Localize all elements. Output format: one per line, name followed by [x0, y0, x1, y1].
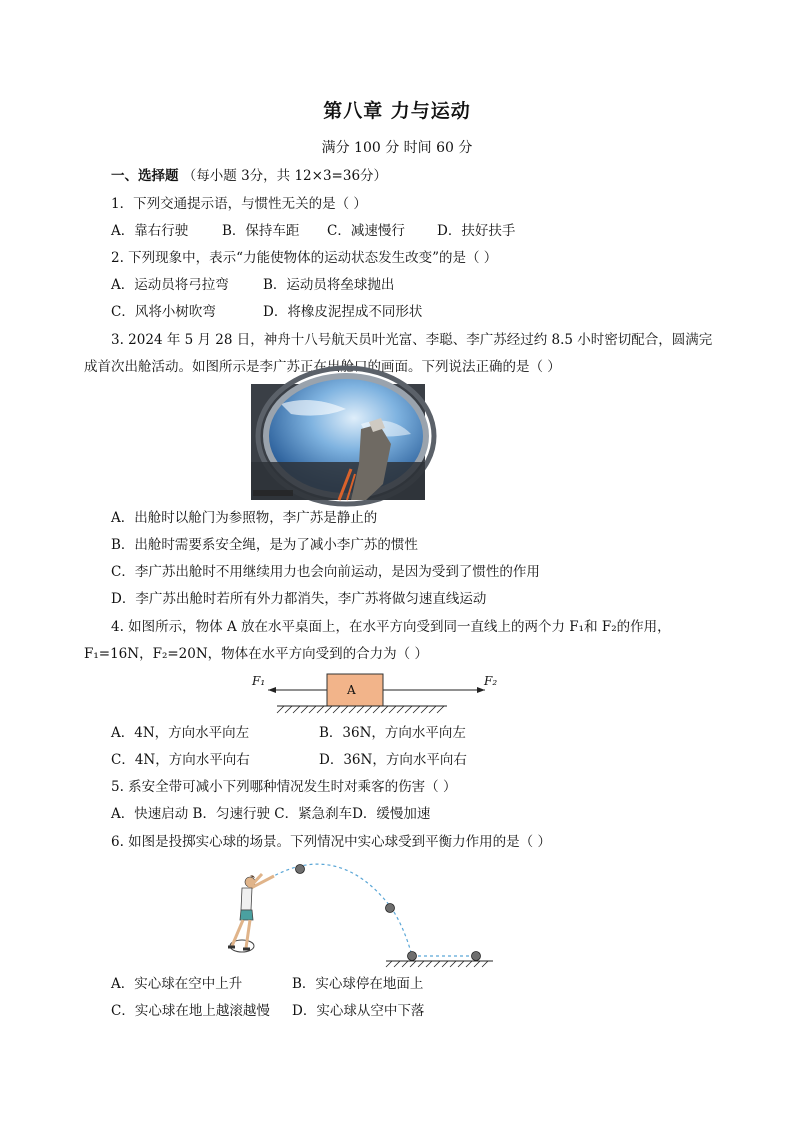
q4-option-d: D．36N，方向水平向右: [319, 752, 467, 768]
ball-4: [472, 952, 481, 961]
q2-option-a: A．运动员将弓拉弯: [111, 277, 229, 293]
q6-option-d: D．实心球从空中下落: [292, 1003, 425, 1019]
f2-label: F₂: [484, 674, 498, 688]
q1-option-d: D．扶好扶手: [437, 223, 516, 239]
q6-option-a: A．实心球在空中上升: [111, 976, 243, 992]
block-label: A: [347, 683, 356, 697]
q4-option-a: A．4N，方向水平向左: [111, 725, 250, 741]
f1-arrowhead: [268, 687, 276, 693]
q5-options: A．快速启动 B．匀速行驶 C．紧急刹车D．缓慢加速: [111, 806, 431, 822]
f1-label: F₁: [252, 674, 266, 688]
q2-option-b: B．运动员将垒球抛出: [263, 277, 395, 293]
hatch-photo: [251, 384, 425, 500]
q2-option-d: D．将橡皮泥捏成不同形状: [263, 304, 423, 320]
q4-stem-line1: 4. 如图所示，物体 A 放在水平桌面上，在水平方向受到同一直线上的两个力 F₁和 F₂的作用，: [111, 619, 671, 635]
force-diagram: [250, 670, 510, 716]
q3-option-b: B．出舱时需要系安全绳，是为了减小李广苏的惯性: [111, 537, 418, 553]
page-subtitle: 满分 100 分 时间 60 分: [321, 140, 473, 156]
q1-option-c: C．减速慢行: [327, 223, 405, 239]
q3-option-a: A．出舱时以舱门为参照物，李广苏是静止的: [111, 510, 378, 526]
q6-stem: 6. 如图是投掷实心球的场景。下列情况中实心球受到平衡力作用的是（ ）: [111, 834, 551, 850]
athlete: [228, 874, 274, 952]
q1-stem: 1．下列交通提示语，与惯性无关的是（ ）: [111, 196, 367, 212]
shotput-figure: [218, 858, 498, 968]
q4-option-c: C．4N，方向水平向右: [111, 752, 250, 768]
section-title: 一、选择题: [111, 168, 179, 184]
q6-option-c: C．实心球在地上越滚越慢: [111, 1003, 270, 1019]
ball-1: [296, 865, 305, 874]
section-note: （每小题 3分，共 12×3=36分）: [182, 168, 388, 184]
page-title: 第八章 力与运动: [323, 100, 471, 122]
ball-3: [408, 952, 417, 961]
q1-option-b: B．保持车距: [222, 223, 300, 239]
q3-stem-line1: 3. 2024 年 5 月 28 日，神舟十八号航天员叶光富、李聪、李广苏经过约 8.5 小时密切配合，圆满完: [111, 332, 713, 348]
section-heading: [111, 167, 387, 185]
q5-stem: 5. 系安全带可减小下列哪种情况发生时对乘客的伤害（ ）: [111, 779, 457, 795]
ball-2: [386, 904, 395, 913]
q3-option-c: C．李广苏出舱时不用继续用力也会向前运动，是因为受到了惯性的作用: [111, 564, 540, 580]
q1-option-a: A．靠右行驶: [111, 223, 189, 239]
q3-stem-line2: 成首次出舱活动。如图所示是李广苏正在出舱口的画面。下列说法正确的是（ ）: [84, 359, 561, 375]
q6-option-b: B．实心球停在地面上: [292, 976, 424, 992]
q4-option-b: B．36N，方向水平向左: [319, 725, 466, 741]
q2-option-c: C．风将小树吹弯: [111, 304, 216, 320]
q4-stem-line2: F₁=16N，F₂=20N，物体在水平方向受到的合力为（ ）: [84, 646, 428, 662]
q2-stem: 2. 下列现象中，表示“力能使物体的运动状态发生改变”的是（ ）: [111, 250, 498, 266]
q3-option-d: D．李广苏出舱时若所有外力都消失，李广苏将做匀速直线运动: [111, 591, 487, 607]
